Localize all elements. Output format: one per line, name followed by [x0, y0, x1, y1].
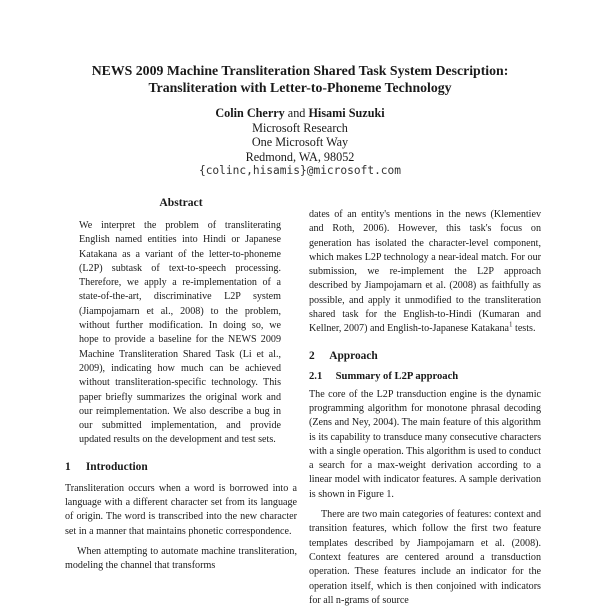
title-line-1: NEWS 2009 Machine Transliteration Shared Task System Description:: [91, 63, 509, 78]
approach-paragraph-1: The core of the L2P transduction engine is the dynamic programming algorithm for monotone phrasal decoding (Zens and Ney, 2004). The main feature of this algorithm is its capability to transduce many consecutive characters with a single operation. This algorithm is used to conduct a search for a max-weight derivation according to a linear model with indicator features. A sample derivation is shown in Figure 1.: [309, 388, 541, 500]
author-1: Colin Cherry: [215, 106, 285, 120]
section-number: 2: [309, 349, 315, 362]
paper-title: [40, 62, 560, 96]
approach-paragraph-2: There are two main categories of features: context and transition features, which follow the first two feature templates described by Jiampojamarn et al. (2008). Context features are centered around a transduction operation. These features include an indicator for the operation itself, which is then conjoined with indicators for all n-grams of source: [309, 509, 541, 606]
author-2: Hisami Suzuki: [308, 106, 385, 120]
author-email: {colinc,hisamis}@microsoft.com: [198, 164, 402, 178]
introduction-paragraph-1: Transliteration occurs when a word is borrowed into a language with a different character set from its language of origin. The word is transcribed into the new character set in a manner that maintains phonetic correspondence.: [65, 482, 297, 537]
subsection-heading: [309, 371, 541, 382]
section-heading-introduction: [65, 461, 297, 473]
abstract-heading: Abstract: [159, 196, 203, 209]
title-line-2: Transliteration with Letter-to-Phoneme Technology: [148, 80, 452, 95]
section-number: 1: [65, 460, 71, 473]
footnote-marker: 1: [509, 321, 513, 330]
continued-text: dates of an entity's mentions in the news (Klementiev and Roth, 2006). However, this task's focus on generation has isolated the character-level component, which makes L2P technology a near-ideal match. For our submission, we re-implement the L2P approach described by Jiampojamarn et al. (2008) as faithfully as possible, and apply it unmodified to the transliteration shared task for the English-to-Hindi (Kumaran and Kellner, 2007) and English-to-Japanese Katakana: [309, 209, 541, 335]
subsection-title: Summary of L2P approach: [335, 370, 459, 382]
continued-text-end: tests.: [512, 323, 536, 335]
address-line-1: One Microsoft Way: [251, 135, 349, 150]
author-conjunction: and: [287, 106, 306, 120]
author-names: [100, 106, 500, 121]
right-column: [309, 208, 541, 608]
author-block: [100, 106, 500, 179]
section-heading-approach: [309, 350, 541, 362]
subsection-number: 2.1: [309, 370, 323, 382]
introduction-continued-paragraph: [309, 208, 541, 337]
left-column: [65, 196, 297, 574]
abstract-text: We interpret the problem of transliterating English named entities into Hindi or Japanese Katakana as a variant of the letter-to-phoneme (L2P) subtask of text-to-speech processing. Therefore, we apply a re-implementation of a state-of-the-art, discriminative L2P system (Jiampojamarn et al., 2008) to the problem, without further modification. In doing so, we hope to provide a baseline for the NEWS 2009 Machine Transliteration Shared Task (Li et al., 2009), indicating how much can be achieved without transliteration-specific technology. This paper briefly summarizes the original work and our reimplementation. We also describe a bug in our submitted implementation, and provide updated results on the development and test sets.: [79, 220, 281, 446]
address-line-2: Redmond, WA, 98052: [245, 149, 355, 164]
affiliation: Microsoft Research: [252, 120, 348, 135]
section-title: Approach: [329, 349, 378, 362]
section-title: Introduction: [85, 460, 148, 473]
introduction-paragraph-2: When attempting to automate machine transliteration, modeling the channel that transforms: [65, 545, 297, 572]
